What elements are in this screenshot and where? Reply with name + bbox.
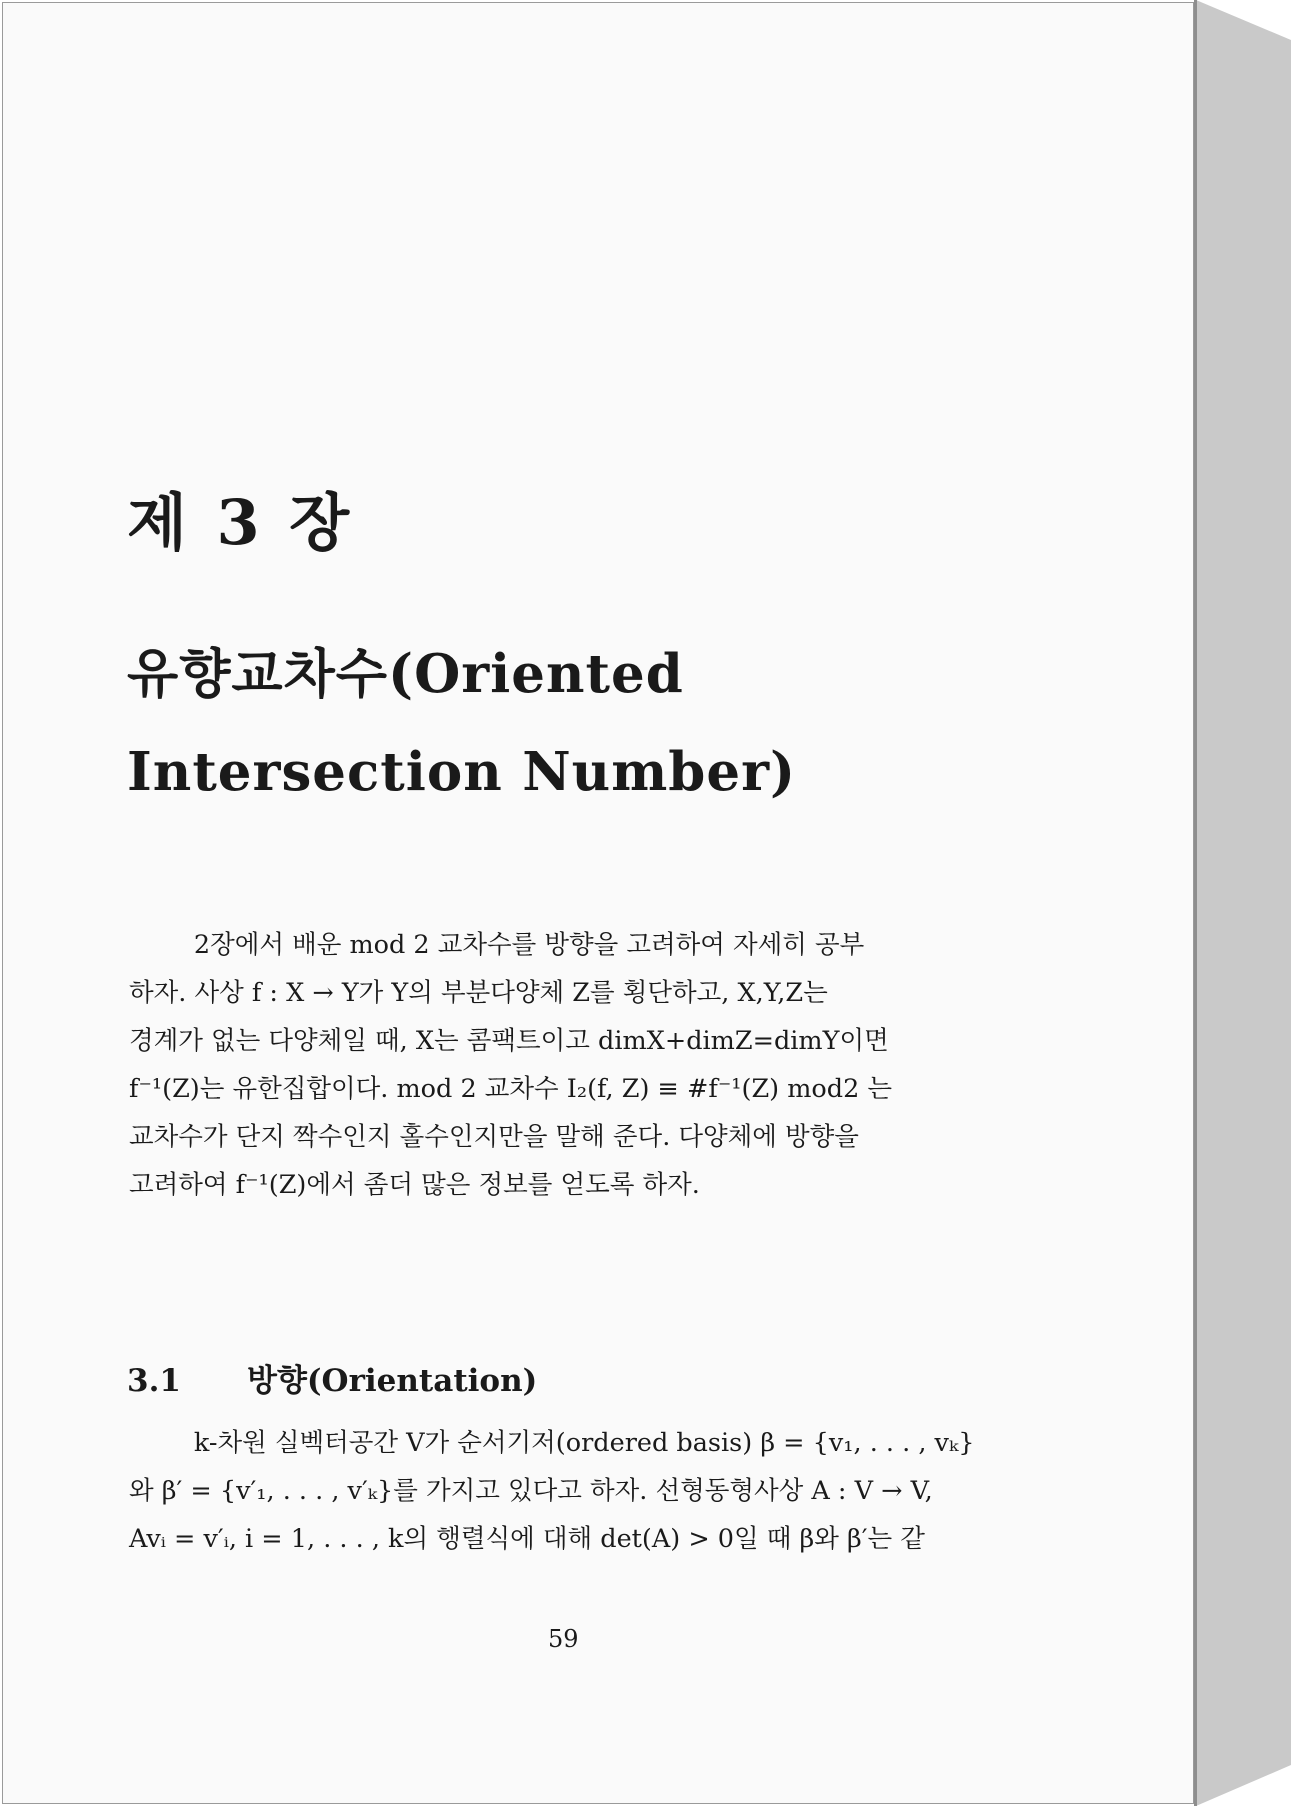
text-line: 와 β′ = {v′₁, . . . , v′ₖ}를 가지고 있다고 하자. 선형동형사상 A : V → V, [129, 1476, 933, 1506]
page-number: 59 [548, 1625, 579, 1653]
chapter-title-line: Intersection Number) [127, 741, 797, 803]
text-line: 고려하여 f⁻¹(Z)에서 좀더 많은 정보를 얻도록 하자. [129, 1170, 700, 1200]
intro-paragraph [129, 921, 892, 1209]
section-number: 3.1 [127, 1363, 181, 1399]
text-line: 교차수가 단지 짝수인지 홀수인지만을 말해 준다. 다양체에 방향을 [129, 1122, 859, 1152]
section-title: 방향(Orientation) [247, 1363, 538, 1399]
text-line: f⁻¹(Z)는 유한집합이다. mod 2 교차수 I₂(f, Z) ≡ #f⁻¹(Z) mod2 는 [129, 1074, 893, 1104]
book-spine [1196, 0, 1291, 1806]
chapter-title-line: 유향교차수(Oriented [127, 643, 684, 705]
section-heading [127, 1355, 537, 1400]
text-line: 경계가 없는 다양체일 때, X는 콤팩트이고 dimX+dimZ=dimY이면 [129, 1026, 889, 1056]
text-line: 2장에서 배운 mod 2 교차수를 방향을 고려하여 자세히 공부 [129, 930, 865, 960]
section-paragraph [129, 1419, 974, 1563]
page-edge [1194, 0, 1197, 1806]
text-line: Avᵢ = v′ᵢ, i = 1, . . . , k의 행렬식에 대해 det(A) > 0일 때 β와 β′는 같 [129, 1524, 925, 1554]
chapter-number: 제 3 장 [127, 486, 354, 559]
page [2, 2, 1194, 1804]
chapter-title [127, 625, 796, 821]
text-line: 하자. 사상 f : X → Y가 Y의 부분다양체 Z를 횡단하고, X,Y,Z는 [129, 978, 828, 1008]
text-line: k-차원 실벡터공간 V가 순서기저(ordered basis) β = {v₁, . . . , vₖ} [129, 1428, 975, 1458]
